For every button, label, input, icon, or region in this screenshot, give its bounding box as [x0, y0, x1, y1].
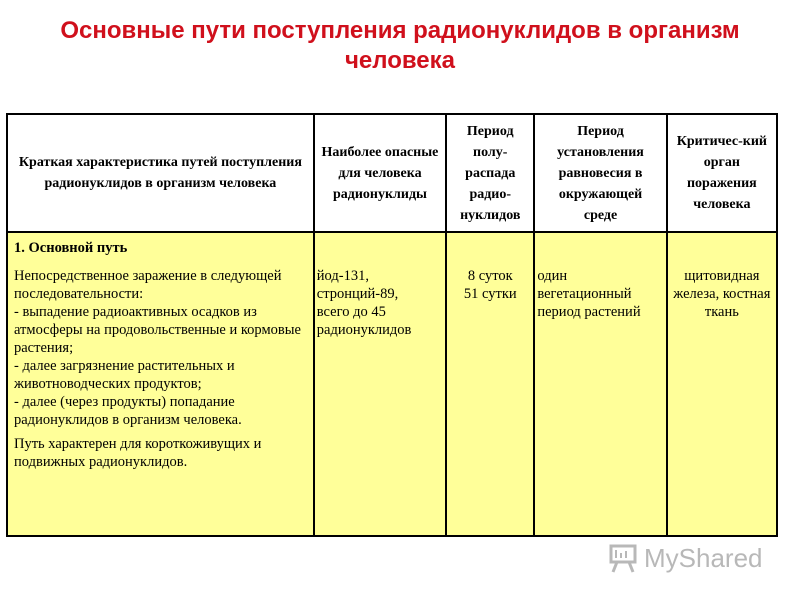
header-critical-organ: Критичес-кий орган поражения человека [667, 114, 777, 232]
table-header-row [7, 114, 777, 232]
cell-equilibrium-period: один вегетационный период растений [534, 232, 666, 536]
table-row [7, 232, 777, 536]
header-equilibrium-period: Период установления равновесия в окружающей среде [534, 114, 666, 232]
cell-path-characteristics [7, 232, 314, 536]
cell-radionuclides: йод-131, стронций-89, всего до 45 радионуклидов [314, 232, 446, 536]
watermark-text: MyShared [644, 542, 763, 573]
page-title: Основные пути поступления радионуклидов в организм человека [60, 17, 740, 74]
watermark [606, 538, 776, 578]
header-half-life: Период полу-распада радио-нуклидов [446, 114, 534, 232]
header-path-characteristics: Краткая характеристика путей поступления радионуклидов в организм человека [7, 114, 314, 232]
header-dangerous-radionuclides: Наиболее опасные для человека радионуклиды [314, 114, 446, 232]
cell-critical-organ: щитовидная железа, костная ткань [667, 232, 777, 536]
radionuclide-table [6, 113, 778, 537]
cell-half-life: 8 суток 51 сутки [446, 232, 534, 536]
path-description: Непосредственное заражение в следующей последовательности: - выпадение радиоактивных осадков из атмосферы на продовольственные и кормовые растения; - далее загрязнение растительных и животноводческих продуктов; - далее (через продукты) попадание радионуклидов в организм человека. [14, 268, 301, 428]
path-note: Путь характерен для короткоживущих и подвижных радионуклидов. [14, 436, 262, 470]
presentation-board-icon [606, 541, 640, 575]
path-heading: 1. Основной путь [14, 240, 128, 256]
